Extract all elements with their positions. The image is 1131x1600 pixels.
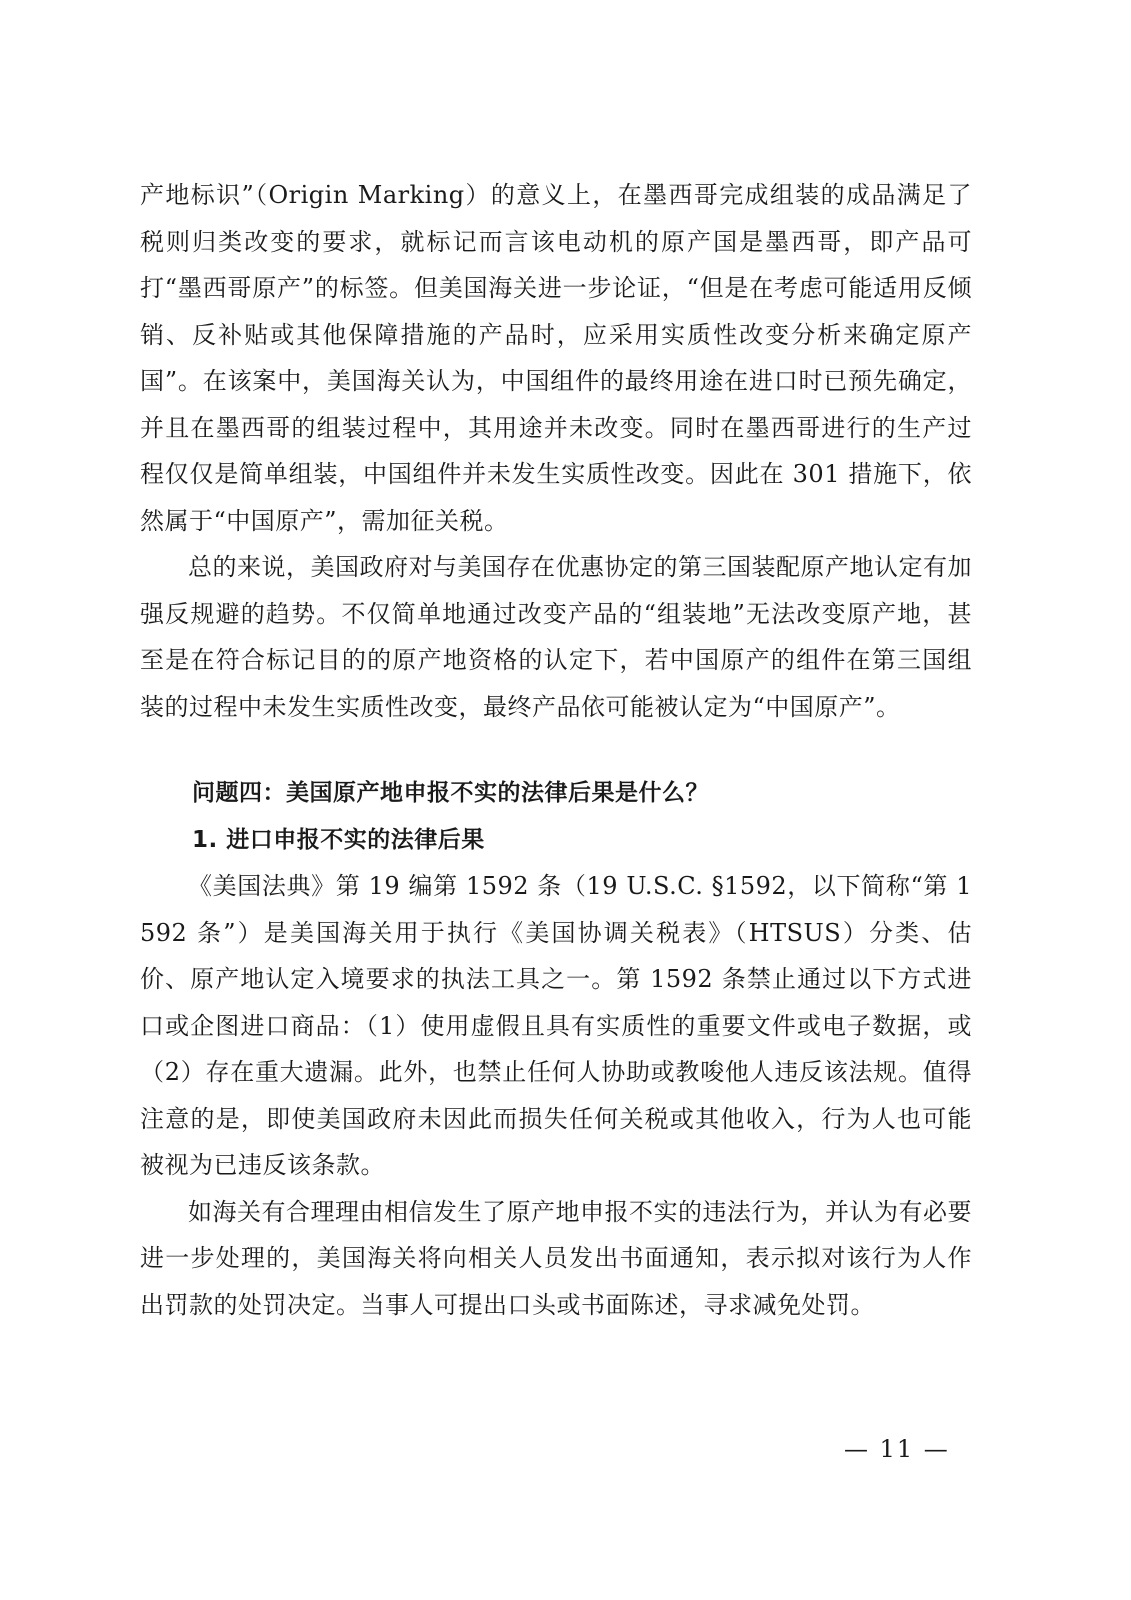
- paragraph-penalty-notice: 如海关有合理理由相信发生了原产地申报不实的违法行为，并认为有必要进一步处理的，美国海关将向相关人员发出书面通知，表示拟对该行为人作出罚款的处罚决定。当事人可提出口头或书面陈述，寻求减免处罚。: [140, 1197, 972, 1319]
- page-number: — 11 —: [844, 1435, 950, 1463]
- paragraph-anti-circumvention-summary: 总的来说，美国政府对与美国存在优惠协定的第三国装配原产地认定有加强反规避的趋势。不仅简单地通过改变产品的“组装地”无法改变原产地，甚至是在符合标记目的的原产地资格的认定下，若中国原产的组件在第三国组装的过程中未发生实质性改变，最终产品依可能被认定为“中国原产”。: [140, 553, 972, 721]
- section-spacer: [140, 730, 972, 770]
- paragraph-origin-marking-case: 产地标识”（Origin Marking）的意义上，在墨西哥完成组装的成品满足了税则归类改变的要求，就标记而言该电动机的原产国是墨西哥，即产品可打“墨西哥原产”的标签。但美国海关进一步论证，“但是在考虑可能适用反倾销、反补贴或其他保障措施的产品时，应采用实质性改变分析来确定原产国”。在该案中，美国海关认为，中国组件的最终用途在进口时已预先确定，并且在墨西哥的组装过程中，其用途并未改变。同时在墨西哥进行的生产过程仅仅是简单组装，中国组件并未发生实质性改变。因此在 301 措施下，依然属于“中国原产”，需加征关税。: [140, 181, 972, 535]
- subsection-heading: 1. 进口申报不实的法律后果: [192, 826, 485, 853]
- section-heading: 问题四：美国原产地申报不实的法律后果是什么？: [192, 780, 709, 806]
- paragraph-section-1592: 《美国法典》第 19 编第 1592 条（19 U.S.C. §1592，以下简称“第 1592 条”）是美国海关用于执行《美国协调关税表》（HTSUS）分类、估价、原产地认定入境要求的执法工具之一。第 1592 条禁止通过以下方式进口或企图进口商品：（1）使用虚假且具有实质性的重要文件或电子数据，或（2）存在重大遗漏。此外，也禁止任何人协助或教唆他人违反该法规。值得注意的是，即使美国政府未因此而损失任何关税或其他收入，行为人也可能被视为已违反该条款。: [140, 872, 972, 1179]
- document-body: [140, 172, 972, 1328]
